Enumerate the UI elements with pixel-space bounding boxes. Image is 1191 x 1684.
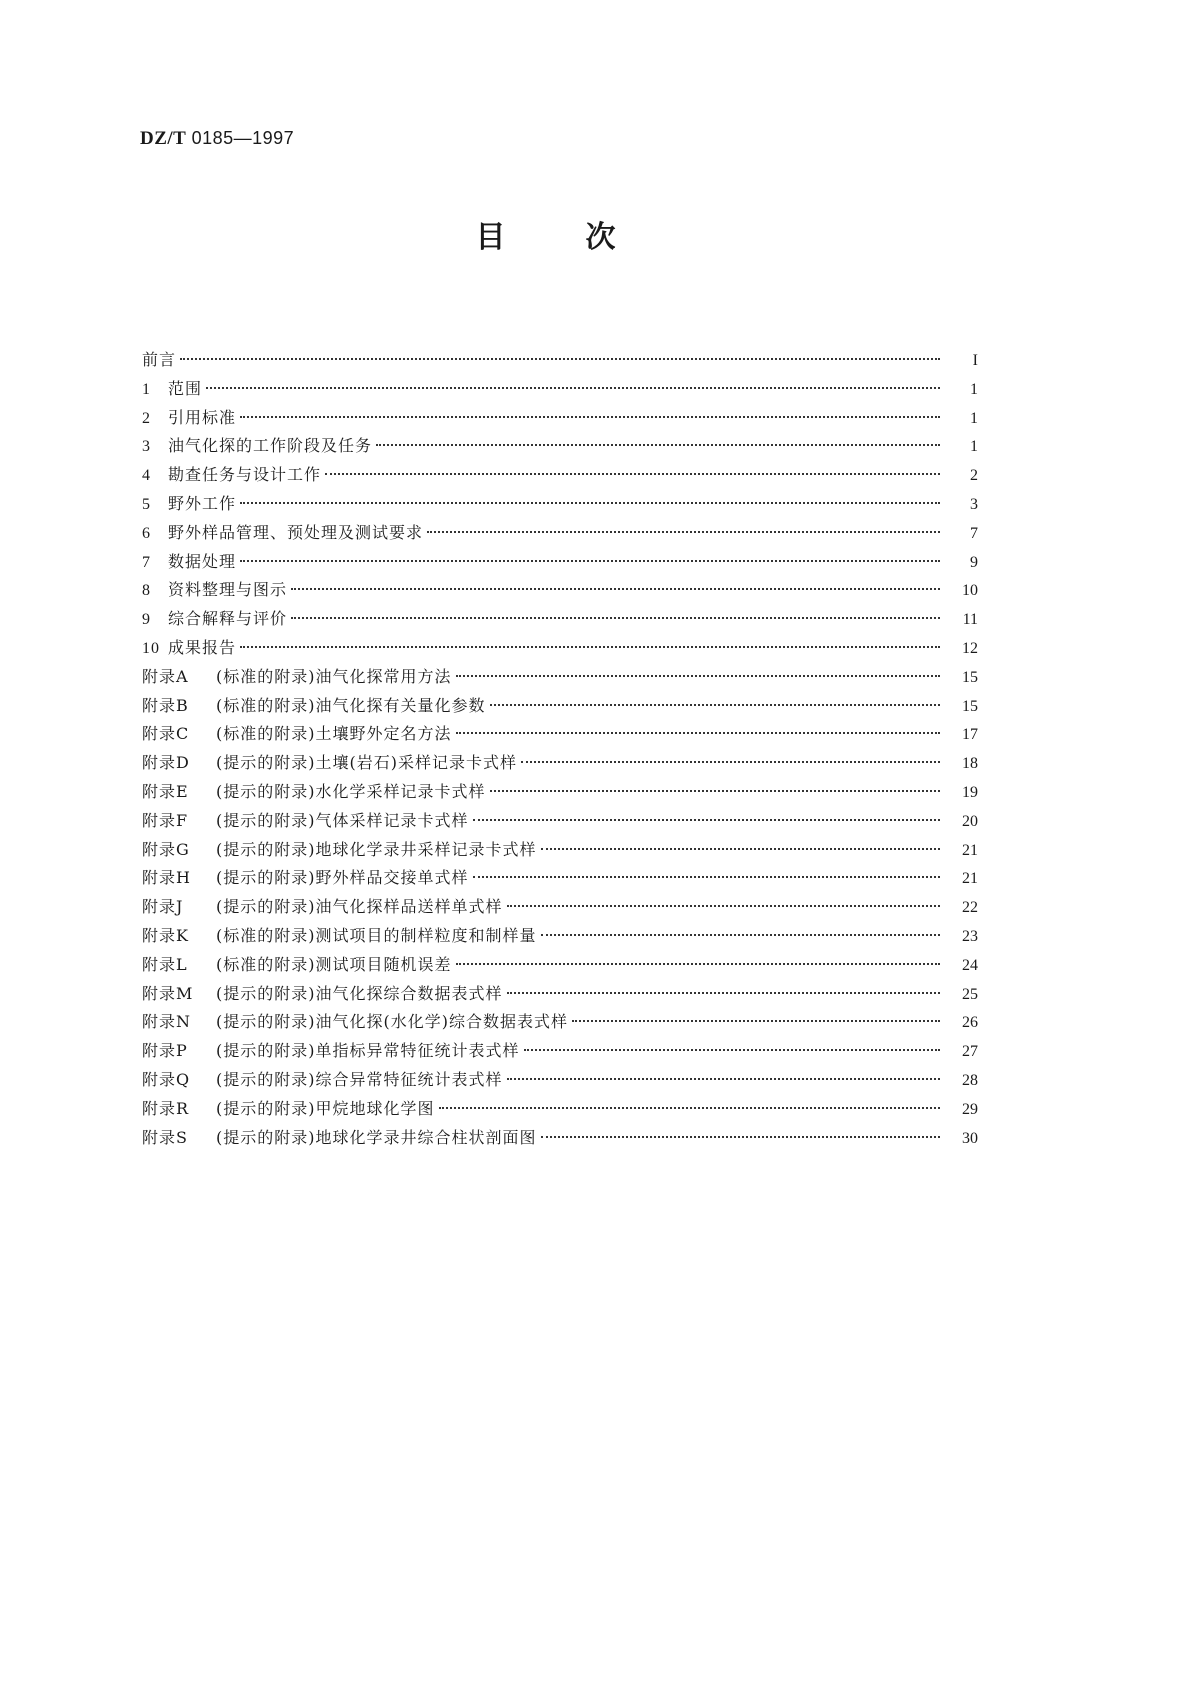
toc-entry[interactable] bbox=[142, 720, 978, 749]
toc-entry-title: (标准的附录)测试项目的制样粒度和制样量 bbox=[216, 925, 537, 945]
standard-code bbox=[140, 128, 294, 150]
toc-entry[interactable] bbox=[142, 864, 978, 893]
toc-entry[interactable] bbox=[142, 432, 978, 461]
toc-entry-title: (提示的附录)地球化学录井综合柱状剖面图 bbox=[216, 1127, 537, 1147]
toc-entry-number: 附录L bbox=[142, 954, 188, 974]
toc-entry-label bbox=[142, 461, 321, 491]
toc-entry-number: 附录D bbox=[142, 753, 190, 773]
dot-leader bbox=[473, 819, 941, 821]
toc-entry-label bbox=[142, 663, 452, 692]
dot-leader bbox=[456, 963, 941, 965]
toc-entry[interactable] bbox=[142, 1124, 978, 1153]
toc-entry-label bbox=[142, 778, 486, 807]
toc-entry-page: 23 bbox=[962, 927, 978, 945]
dot-leader bbox=[291, 617, 940, 619]
standard-code-number: 0185—1997 bbox=[191, 128, 295, 148]
toc-entry-label bbox=[142, 720, 452, 749]
toc-entry[interactable] bbox=[142, 1037, 978, 1066]
toc-entry-number: 附录G bbox=[142, 839, 190, 859]
toc-entry-title: 成果报告 bbox=[168, 637, 237, 657]
toc-entry-page: I bbox=[972, 352, 978, 369]
toc-entry-page: 22 bbox=[962, 899, 978, 917]
toc-entry[interactable] bbox=[142, 1095, 978, 1124]
toc-entry-number: 7 bbox=[142, 553, 151, 571]
toc-entry-page: 26 bbox=[962, 1014, 978, 1032]
toc-entry[interactable] bbox=[142, 749, 978, 778]
toc-entry-page: 1 bbox=[970, 380, 978, 398]
toc-entry-number: 附录J bbox=[142, 897, 184, 917]
toc-entry-label bbox=[142, 346, 176, 375]
toc-entry-title: (提示的附录)气体采样记录卡式样 bbox=[216, 810, 469, 830]
toc-entry-page: 3 bbox=[970, 495, 978, 513]
dot-leader bbox=[427, 531, 940, 533]
toc-entry[interactable] bbox=[142, 1008, 978, 1037]
toc-entry-page: 11 bbox=[962, 611, 978, 629]
toc-entry-number: 附录B bbox=[142, 695, 189, 715]
toc-entry-title: 资料整理与图示 bbox=[168, 580, 288, 600]
toc-entry-number: 6 bbox=[142, 524, 151, 542]
toc-entry-number: 5 bbox=[142, 495, 151, 513]
table-of-contents bbox=[142, 346, 978, 1152]
toc-entry-label bbox=[142, 490, 236, 520]
toc-entry-label bbox=[142, 980, 503, 1009]
toc-entry-page: 20 bbox=[962, 812, 978, 830]
toc-entry-title: (标准的附录)土壤野外定名方法 bbox=[216, 724, 452, 744]
toc-entry-label bbox=[142, 1124, 537, 1153]
toc-entry-number: 附录F bbox=[142, 810, 189, 830]
dot-leader bbox=[521, 761, 940, 763]
toc-entry-title: (提示的附录)油气化探(水化学)综合数据表式样 bbox=[216, 1012, 568, 1032]
toc-entry-page: 15 bbox=[962, 697, 978, 715]
toc-entry-page: 9 bbox=[970, 553, 978, 571]
toc-entry-page: 1 bbox=[970, 438, 978, 456]
toc-entry[interactable] bbox=[142, 461, 978, 490]
toc-entry-title: (提示的附录)地球化学录井采样记录卡式样 bbox=[216, 839, 537, 859]
toc-entry[interactable] bbox=[142, 663, 978, 692]
toc-entry-label bbox=[142, 1008, 568, 1037]
toc-entry-page: 25 bbox=[962, 985, 978, 1003]
toc-entry-title: (提示的附录)野外样品交接单式样 bbox=[216, 868, 469, 888]
toc-entry-number: 附录P bbox=[142, 1041, 188, 1061]
toc-entry[interactable] bbox=[142, 490, 978, 519]
toc-entry-number: 9 bbox=[142, 611, 151, 629]
dot-leader bbox=[541, 1136, 941, 1138]
dot-leader bbox=[524, 1049, 941, 1051]
toc-entry-label bbox=[142, 836, 537, 865]
toc-entry-label bbox=[142, 548, 236, 578]
toc-entry-number: 附录K bbox=[142, 925, 189, 945]
toc-entry-title: 前言 bbox=[142, 350, 177, 369]
toc-entry-number: 附录A bbox=[142, 666, 189, 686]
dot-leader bbox=[507, 905, 941, 907]
toc-entry[interactable] bbox=[142, 778, 978, 807]
toc-entry-page: 30 bbox=[962, 1129, 978, 1147]
toc-entry-page: 21 bbox=[962, 841, 978, 859]
toc-entry-title: (提示的附录)油气化探样品送样单式样 bbox=[216, 897, 503, 917]
dot-leader bbox=[376, 444, 940, 446]
toc-entry-label bbox=[142, 807, 469, 836]
toc-entry[interactable] bbox=[142, 922, 978, 951]
toc-entry-number: 附录S bbox=[142, 1127, 188, 1147]
dot-leader bbox=[325, 473, 940, 475]
toc-entry-page: 21 bbox=[962, 870, 978, 888]
toc-entry-label bbox=[142, 634, 236, 664]
toc-entry-label bbox=[142, 922, 537, 951]
dot-leader bbox=[291, 588, 940, 590]
toc-entry-number: 8 bbox=[142, 582, 151, 600]
toc-entry[interactable] bbox=[142, 893, 978, 922]
toc-entry-title: (提示的附录)水化学采样记录卡式样 bbox=[216, 781, 486, 801]
page-title: 目次 bbox=[475, 220, 696, 255]
toc-entry[interactable] bbox=[142, 807, 978, 836]
toc-entry-title: 野外样品管理、预处理及测试要求 bbox=[168, 522, 424, 542]
toc-entry-page: 27 bbox=[962, 1043, 978, 1061]
toc-entry-title: (提示的附录)单指标异常特征统计表式样 bbox=[216, 1041, 520, 1061]
toc-entry-title: (提示的附录)油气化探综合数据表式样 bbox=[216, 983, 503, 1003]
toc-entry-label bbox=[142, 519, 423, 549]
dot-leader bbox=[456, 732, 941, 734]
toc-entry-page: 10 bbox=[962, 582, 978, 600]
toc-entry-label bbox=[142, 432, 372, 462]
toc-entry-label bbox=[142, 951, 452, 980]
toc-entry[interactable] bbox=[142, 519, 978, 548]
toc-entry-number: 10 bbox=[142, 639, 160, 657]
toc-entry-title: 综合解释与评价 bbox=[168, 609, 288, 629]
dot-leader bbox=[456, 675, 941, 677]
toc-entry-page: 18 bbox=[962, 755, 978, 773]
toc-entry-label bbox=[142, 1095, 435, 1124]
standard-code-prefix: DZ/T bbox=[140, 128, 187, 149]
toc-entry-label bbox=[142, 692, 486, 721]
toc-entry-label bbox=[142, 893, 503, 922]
toc-entry-title: 勘查任务与设计工作 bbox=[168, 465, 322, 485]
toc-entry[interactable] bbox=[142, 951, 978, 980]
toc-entry-page: 7 bbox=[970, 524, 978, 542]
toc-entry-title: 油气化探的工作阶段及任务 bbox=[168, 436, 373, 456]
toc-entry-page: 15 bbox=[962, 668, 978, 686]
toc-entry-number: 1 bbox=[142, 380, 151, 398]
dot-leader bbox=[507, 992, 941, 994]
toc-entry[interactable] bbox=[142, 605, 978, 634]
toc-entry-label bbox=[142, 1037, 520, 1066]
toc-entry[interactable] bbox=[142, 836, 978, 865]
toc-entry-label bbox=[142, 404, 236, 434]
dot-leader bbox=[507, 1078, 941, 1080]
toc-entry-title: (提示的附录)土壤(岩石)采样记录卡式样 bbox=[216, 753, 517, 773]
toc-entry[interactable] bbox=[142, 692, 978, 721]
toc-entry-label bbox=[142, 576, 287, 606]
toc-entry-label bbox=[142, 749, 517, 778]
toc-entry-label bbox=[142, 864, 469, 893]
toc-entry[interactable] bbox=[142, 548, 978, 577]
toc-entry-label bbox=[142, 605, 287, 635]
toc-entry[interactable] bbox=[142, 980, 978, 1009]
toc-entry-title: 范围 bbox=[168, 378, 203, 398]
dot-leader bbox=[240, 646, 940, 648]
toc-entry-number: 附录C bbox=[142, 724, 190, 744]
toc-entry-page: 24 bbox=[962, 956, 978, 974]
toc-entry-number: 附录Q bbox=[142, 1069, 191, 1089]
dot-leader bbox=[473, 876, 941, 878]
dot-leader bbox=[240, 502, 940, 504]
toc-entry-title: 数据处理 bbox=[168, 551, 237, 571]
dot-leader bbox=[490, 790, 941, 792]
dot-leader bbox=[541, 848, 941, 850]
dot-leader bbox=[206, 387, 940, 389]
toc-entry-title: (提示的附录)甲烷地球化学图 bbox=[216, 1098, 435, 1118]
dot-leader bbox=[572, 1020, 940, 1022]
toc-entry-title: (提示的附录)综合异常特征统计表式样 bbox=[216, 1069, 503, 1089]
toc-entry[interactable] bbox=[142, 375, 978, 404]
toc-entry[interactable] bbox=[142, 346, 978, 375]
toc-entry-title: (标准的附录)油气化探常用方法 bbox=[216, 666, 452, 686]
toc-entry[interactable] bbox=[142, 576, 978, 605]
dot-leader bbox=[490, 704, 941, 706]
toc-entry-number: 4 bbox=[142, 467, 151, 485]
dot-leader bbox=[240, 560, 940, 562]
toc-entry[interactable] bbox=[142, 404, 978, 433]
toc-entry-page: 12 bbox=[962, 639, 978, 657]
toc-entry-label bbox=[142, 375, 202, 405]
toc-entry[interactable] bbox=[142, 634, 978, 663]
dot-leader bbox=[439, 1107, 941, 1109]
dot-leader bbox=[240, 416, 940, 418]
dot-leader bbox=[180, 358, 940, 360]
toc-entry-number: 附录N bbox=[142, 1012, 192, 1032]
toc-entry-page: 1 bbox=[970, 409, 978, 427]
toc-entry[interactable] bbox=[142, 1066, 978, 1095]
toc-entry-number: 附录M bbox=[142, 983, 194, 1003]
toc-entry-number: 附录H bbox=[142, 868, 191, 888]
toc-entry-title: 野外工作 bbox=[168, 493, 237, 513]
toc-entry-title: 引用标准 bbox=[168, 407, 237, 427]
toc-entry-page: 19 bbox=[962, 783, 978, 801]
toc-entry-page: 2 bbox=[970, 467, 978, 485]
dot-leader bbox=[541, 934, 941, 936]
toc-entry-title: (标准的附录)油气化探有关量化参数 bbox=[216, 695, 486, 715]
toc-entry-label bbox=[142, 1066, 503, 1095]
toc-entry-number: 附录R bbox=[142, 1098, 190, 1118]
toc-entry-page: 17 bbox=[962, 726, 978, 744]
toc-entry-number: 附录E bbox=[142, 781, 189, 801]
toc-entry-number: 3 bbox=[142, 438, 151, 456]
toc-entry-number: 2 bbox=[142, 409, 151, 427]
toc-entry-title: (标准的附录)测试项目随机误差 bbox=[216, 954, 452, 974]
toc-entry-page: 28 bbox=[962, 1071, 978, 1089]
toc-entry-page: 29 bbox=[962, 1100, 978, 1118]
